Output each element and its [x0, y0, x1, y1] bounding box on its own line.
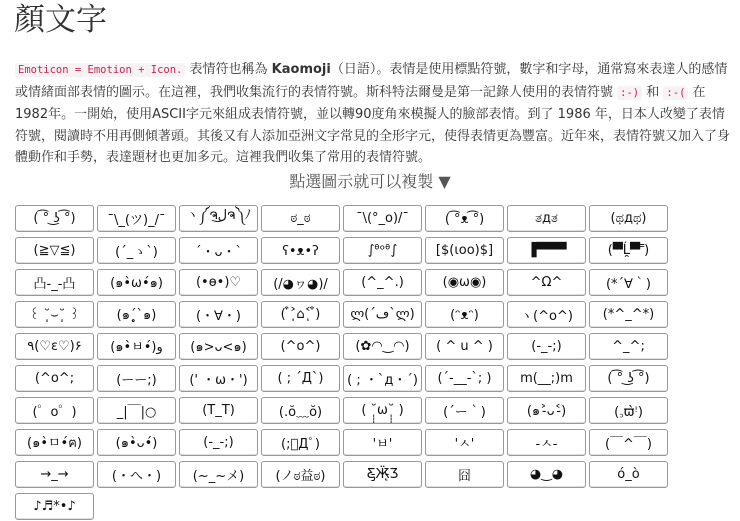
intro-code-sad: :-(	[663, 86, 688, 100]
kaomoji-button[interactable]: ( ; ・`д・´)	[343, 365, 422, 392]
kaomoji-button[interactable]: (*^_^*)	[589, 301, 668, 328]
kaomoji-button[interactable]: (-_-;)	[507, 333, 586, 360]
kaomoji-button[interactable]: Ƹ̵̡Ӝ̵̨̄Ʒ	[343, 461, 422, 488]
kaomoji-button[interactable]: ʕ•ᴥ•ʔ	[261, 237, 340, 264]
kaomoji-button[interactable]: ಠ_ಠ	[261, 205, 340, 232]
intro-code-smile: :-)	[617, 86, 642, 100]
kaomoji-button[interactable]: (✿◠‿◠)	[343, 333, 422, 360]
kaomoji-button[interactable]: (๑´̥̥̥`๑)	[97, 301, 176, 328]
kaomoji-button[interactable]: (´_ゝ`)	[97, 237, 176, 264]
kaomoji-button[interactable]: (ಥдಥ)	[589, 205, 668, 232]
intro-text-2: （日語）。表情是使用標點符號，數字和字母，通常寫來表達人的感情或情緒面部表情的圖示。在這裡，我們收集流行的表情符號。斯科特法爾曼是第一記錄人使用的表情符號	[15, 62, 728, 100]
kaomoji-button[interactable]: ( ͡° ͜ʖ ͡°)	[589, 365, 668, 392]
kaomoji-button[interactable]: ( ͡° ͜ʖ ͡°)	[15, 205, 94, 232]
kaomoji-button[interactable]: (▀̿Ĺ̯▀̿ ̿)	[589, 237, 668, 264]
kaomoji-button[interactable]: ლ(´ڡ`ლ)	[343, 301, 422, 328]
kaomoji-button[interactable]: (๑•̀ㅁ•́ฅ)	[15, 429, 94, 456]
kaomoji-button[interactable]: (≧▽≦)	[15, 237, 94, 264]
kaomoji-button[interactable]: (*´∀｀)	[589, 269, 668, 296]
kaomoji-button[interactable]: (^_^.)	[343, 269, 422, 296]
kaomoji-button[interactable]: -ㅅ-	[507, 429, 586, 456]
kaomoji-button[interactable]: (^o^;	[15, 365, 94, 392]
kaomoji-button[interactable]: 凸-_-凸	[15, 269, 94, 296]
intro-paragraph	[15, 59, 731, 169]
kaomoji-button[interactable]: (ーー;)	[97, 365, 176, 392]
kaomoji-button[interactable]: ▐▀▀▀	[507, 237, 586, 264]
kaomoji-button[interactable]: ´・ᴗ・`	[179, 237, 258, 264]
kaomoji-button[interactable]: (/◕ヮ◕)/	[261, 269, 340, 296]
kaomoji-button[interactable]: ꒰ ˘̩̩̩⌣˘̩̩̩ ꒱	[15, 301, 94, 328]
kaomoji-button[interactable]: (・へ・)	[97, 461, 176, 488]
kaomoji-button[interactable]: (๑˃̵ᴗ˂̵)	[507, 397, 586, 424]
kaomoji-button[interactable]: 'ㅂ'	[343, 429, 422, 456]
kaomoji-button[interactable]: m(__;)m	[507, 365, 586, 392]
kaomoji-button[interactable]: ヽ(^o^)	[507, 301, 586, 328]
kaomoji-button[interactable]: (^o^)	[261, 333, 340, 360]
kaomoji-button[interactable]: ¯\(°_o)/¯	[343, 205, 422, 232]
kaomoji-button[interactable]: (◉ω◉)	[425, 269, 504, 296]
kaomoji-button[interactable]: ( ͒˃̩̩⌂˂̩̩ ͒)	[261, 301, 340, 328]
kaomoji-button[interactable]: (.ŏ﹏ŏ)	[261, 397, 340, 424]
kaomoji-button[interactable]: ヽ༼ຈل͜ຈ༽ﾉ	[179, 205, 258, 232]
kaomoji-button[interactable]: ( ^ u ^ )	[425, 333, 504, 360]
kaomoji-button[interactable]: (๑•̀ㅂ•́)و	[97, 333, 176, 360]
intro-text-and: 和	[646, 84, 660, 100]
kaomoji-button[interactable]: (T_T)	[179, 397, 258, 424]
kaomoji-button[interactable]: ♪♬*•♪	[15, 493, 94, 520]
kaomoji-button[interactable]: (~_~メ)	[179, 461, 258, 488]
kaomoji-button[interactable]: ( ; ´Д`)	[261, 365, 340, 392]
kaomoji-button[interactable]: (゜o゜)	[15, 397, 94, 424]
kaomoji-button[interactable]: ∫ᶿᵒᶿ∫	[343, 237, 422, 264]
kaomoji-button[interactable]: (・∀・)	[179, 301, 258, 328]
kaomoji-button[interactable]: (๑•̀ᴗ•́)	[97, 429, 176, 456]
intro-kaomoji-bold: Kaomoji	[271, 62, 331, 77]
intro-text-3: 在1982年。一開始，使用ASCII字元來組成表情符號，並以轉90度角來模擬人的臉部表情。到了 1986 年，日本人改變了表情符號，閱讀時不用再側傾著頭。其後又有人添加亞洲文字常見的全形字元，使得表情更為豐富。近年來，表情符號又加入了身體動作和手勢，表達題材也更加多元。這裡我們收集了常用的表情符號。	[15, 84, 731, 165]
kaomoji-button[interactable]: (ノಠ益ಠ)	[261, 461, 340, 488]
kaomoji-button[interactable]: (•ө•)♡	[179, 269, 258, 296]
kaomoji-button[interactable]: →_→	[15, 461, 94, 488]
kaomoji-grid	[15, 205, 735, 520]
intro-text-1: 表情符也稱為	[189, 62, 268, 77]
kaomoji-button[interactable]: (๑>ᴗ<๑)	[179, 333, 258, 360]
kaomoji-button[interactable]: ٩(♡ε♡)۶	[15, 333, 94, 360]
kaomoji-button[interactable]: ^Ω^	[507, 269, 586, 296]
kaomoji-button[interactable]: (´-__-`; )	[425, 365, 504, 392]
kaomoji-button[interactable]: ¯\_(ツ)_/¯	[97, 205, 176, 232]
kaomoji-button[interactable]: (;ﾟДﾟ)	[261, 429, 340, 456]
kaomoji-button[interactable]: ತдತ	[507, 205, 586, 232]
copy-hint: 點選圖示就可以複製 ▼	[289, 172, 451, 191]
kaomoji-button[interactable]: 'ㅅ'	[425, 429, 504, 456]
kaomoji-button[interactable]: ( ˘̩̩̩ω˘̩̩̩ )	[343, 397, 422, 424]
page-title: 顏文字	[14, 2, 107, 38]
kaomoji-button[interactable]: (๑•̀ω•́๑)	[97, 269, 176, 296]
kaomoji-button[interactable]: (' ・ω・')	[179, 365, 258, 392]
kaomoji-button[interactable]: 囧	[425, 461, 504, 488]
kaomoji-button[interactable]: ◕‿◕	[507, 461, 586, 488]
kaomoji-button[interactable]: ^_^;	[589, 333, 668, 360]
intro-code-label: Emoticon = Emotion + Icon.	[15, 63, 185, 77]
kaomoji-button[interactable]: (￣^￣)	[589, 429, 668, 456]
kaomoji-button[interactable]: (´ー｀)	[425, 397, 504, 424]
kaomoji-button[interactable]: ( ͡°ᴥ ͡°)	[425, 205, 504, 232]
kaomoji-button[interactable]: [$(ιοο)$]	[425, 237, 504, 264]
kaomoji-button[interactable]: _|￣|○	[97, 397, 176, 424]
kaomoji-button[interactable]: ó_ò	[589, 461, 668, 488]
kaomoji-button[interactable]: (ᵔᴥᵔ)	[425, 301, 504, 328]
kaomoji-button[interactable]: (꜆ϖ̀ꜝ)	[589, 397, 668, 424]
kaomoji-button[interactable]: (-_-;)	[179, 429, 258, 456]
